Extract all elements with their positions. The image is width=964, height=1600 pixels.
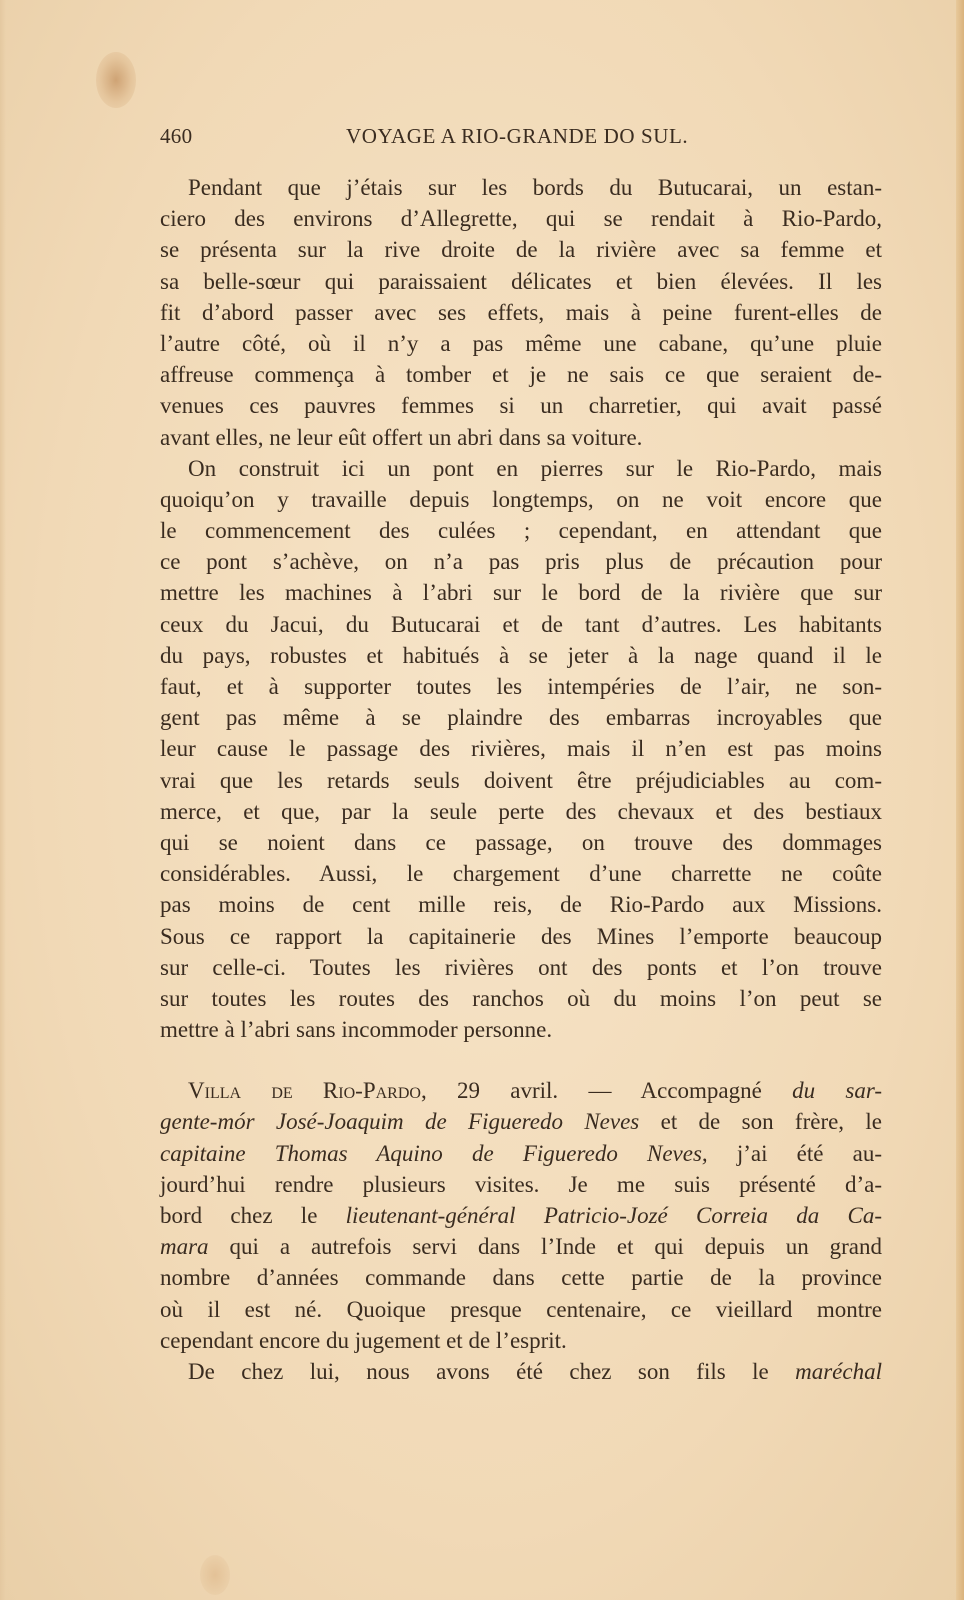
text-line: Pendant que j’étais sur les bords du Butucarai, un estan- [188,175,882,200]
page-left-edge [0,0,6,1600]
page-number: 460 [160,124,193,148]
text-line: ceux du Jacui, du Butucarai et de tant d’autres. Les habitants [160,611,882,637]
text-line: On construit ici un pont en pierres sur le Rio-Pardo, mais [188,455,882,481]
foxing-stain [96,52,136,108]
text-line: sur toutes les routes des ranchos où du moins l’on peut se [160,985,882,1011]
section-gap [160,1045,882,1075]
text-line: avant elles, ne leur eût offert un abri dans sa voiture. [160,424,643,450]
paragraph-2 [160,453,882,1046]
text-line: Sous ce rapport la capitainerie des Mines l’emporte beaucoup [160,923,882,949]
text-line: jourd’hui rendre plusieurs visites. Je me suis présenté d’a- [160,1171,882,1197]
text-line: mettre les machines à l’abri sur le bord de la rivière que sur [160,580,882,606]
text-roman: Accompagné [640,1078,762,1104]
text-line [160,1106,882,1137]
text-roman: De chez lui, nous avons été chez son fils le [188,1358,769,1384]
text-line: l’autre côté, où il n’y a pas même une cabane, qu’une pluie [160,330,882,356]
text-line: ce pont s’achève, on n’a pas pris plus de précaution pour [160,549,882,575]
text-line: pas moins de cent mille reis, de Rio-Pardo aux Missions. [160,892,882,918]
text-line: où il est né. Quoique presque centenaire, ce vieillard montre [160,1296,882,1322]
text-line: affreuse commença à tomber et je ne sais ce que seraient de- [160,362,882,388]
text-roman: et de son frère, le [660,1109,883,1135]
page-right-edge [956,0,964,1600]
text-roman: qui a autrefois servi dans l’Inde et qui depuis un grand [229,1234,883,1260]
text-line: venues ces pauvres femmes si un charretier, qui avait passé [160,393,882,419]
text-line: se présenta sur la rive droite de la rivière avec sa femme et [160,237,882,263]
entry-date: 29 avril. [457,1078,559,1104]
text-line [160,1231,882,1262]
text-line: mettre à l’abri sans incommoder personne. [160,1017,553,1043]
text-line: gent pas même à se plaindre des embarras incroyables que [160,705,882,731]
entry-place: Villa de Rio-Pardo [188,1078,421,1104]
text-line [160,1200,882,1231]
text-italic: du sar- [792,1078,883,1104]
text-line: ciero des environs d’Allegrette, qui se rendait à Rio-Pardo, [160,206,882,232]
text-line [160,1138,882,1169]
text-line: faut, et à supporter toutes les intempéries de l’air, ne son- [160,674,882,699]
foxing-stain-bottom [200,1555,230,1595]
dated-entry [160,1075,882,1356]
paragraph-continued [160,1356,882,1387]
body-text [160,172,882,1387]
text-line: sa belle-sœur qui paraissaient délicates et bien élevées. Il les [160,268,882,294]
text-italic: maréchal [795,1358,882,1384]
text-line: vrai que les retards seuls doivent être préjudiciables au com- [160,767,882,793]
text-line: du pays, robustes et habitués à se jeter à la nage quand il le [160,642,882,668]
text-roman: bord chez le [160,1203,318,1228]
text-line: quoiqu’on y travaille depuis longtemps, on ne voit encore que [160,486,882,512]
entry-dash: — [588,1078,612,1104]
text-italic: gente-mór José-Joaquim de Figueredo Neves [160,1109,640,1135]
running-head: VOYAGE A RIO-GRANDE DO SUL. [346,124,689,148]
text-line: le commencement des culées ; cependant, en attendant que [160,518,882,544]
text-line [160,1356,882,1387]
text-roman: j’ai été au- [736,1140,882,1166]
text-line: Villa de Rio-Pardo, 29 avril. — Accompagné du sar- [188,1078,883,1104]
text-line: merce, et que, par la seule perte des chevaux et des bestiaux [160,798,882,824]
text-line: leur cause le passage des rivières, mais il n’en est pas moins [160,736,882,762]
text-italic: capitaine Thomas Aquino de Figueredo Neves, [160,1140,708,1166]
text-italic: mara [160,1234,209,1260]
paragraph-1 [160,172,882,453]
text-line: considérables. Aussi, le chargement d’une charrette ne coûte [160,861,882,887]
text-line: qui se noient dans ce passage, on trouve des dommages [160,829,882,855]
text-line: nombre d’années commande dans cette partie de la province [160,1265,882,1291]
text-line: cependant encore du jugement et de l’esprit. [160,1327,567,1353]
page-header [160,124,882,154]
text-italic: lieutenant-général Patricio-Jozé Correia da Ca- [345,1203,882,1228]
text-line: sur celle-ci. Toutes les rivières ont des ponts et l’on trouve [160,954,882,980]
text-line: fit d’abord passer avec ses effets, mais à peine furent-elles de [160,299,882,325]
